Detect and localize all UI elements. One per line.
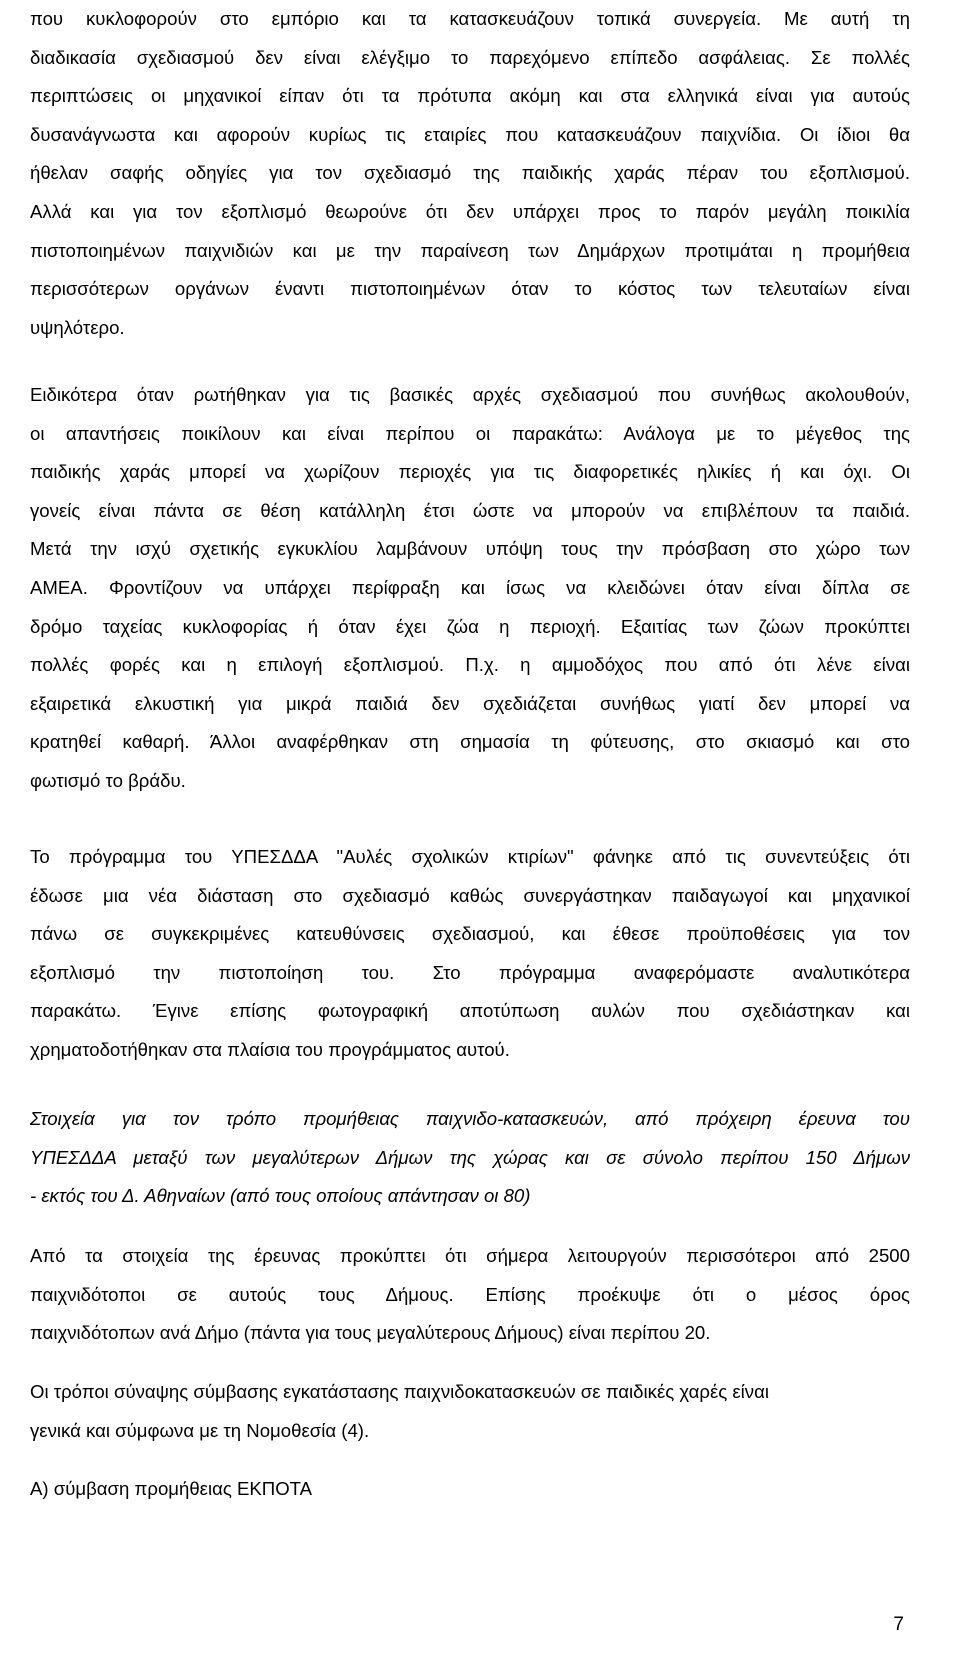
text-line: εξαιρετικά ελκυστική για μικρά παιδιά δεν σχεδιάζεται συνήθως γιατί δεν μπορεί να bbox=[30, 692, 910, 714]
text-line: ήθελαν σαφής οδηγίες για τον σχεδιασμό της παιδικής χαράς πέραν του εξοπλισμού. bbox=[30, 162, 910, 184]
text-line: Το πρόγραμμα του ΥΠΕΣΔΔΑ "Αυλές σχολικών κτιρίων" φάνηκε από τις συνεντεύξεις ότι bbox=[30, 846, 910, 867]
text-line: υψηλότερο. bbox=[30, 316, 125, 338]
text-line: πάνω σε συγκεκριμένες κατευθύνσεις σχεδιασμού, και έθεσε προϋποθέσεις για τον bbox=[30, 923, 910, 945]
text-line: φωτισμό το βράδυ. bbox=[30, 769, 186, 791]
text-line: - εκτός του Δ. Αθηναίων (από τους οποίους απάντησαν οι 80) bbox=[30, 1185, 531, 1207]
paragraph-1 bbox=[30, 0, 910, 347]
paragraph-5 bbox=[30, 1237, 910, 1353]
text-line: χρηματοδοτήθηκαν στα πλαίσια του προγράμματος αυτού. bbox=[30, 1038, 510, 1060]
text-line: Μετά την ισχύ σχετικής εγκυκλίου λαμβάνουν υπόψη τους την πρόσβαση στο χώρο των bbox=[30, 538, 910, 560]
text-line: παρακάτω. Έγινε επίσης φωτογραφική αποτύπωση αυλών που σχεδιάστηκαν και bbox=[30, 1000, 910, 1022]
paragraph-6 bbox=[30, 1373, 910, 1450]
text-line: περιπτώσεις οι μηχανικοί είπαν ότι τα πρότυπα ακόμη και στα ελληνικά είναι για αυτούς bbox=[30, 85, 910, 107]
text-line: έδωσε μια νέα διάσταση στο σχεδιασμό καθώς συνεργάστηκαν παιδαγωγοί και μηχανικοί bbox=[30, 884, 910, 906]
text-line: εξοπλισμό την πιστοποίηση του. Στο πρόγραμμα αναφερόμαστε αναλυτικότερα bbox=[30, 961, 910, 983]
text-line: κρατηθεί καθαρή. Άλλοι αναφέρθηκαν στη σημασία τη φύτευσης, στο σκιασμό και στο bbox=[30, 731, 910, 753]
text-line: Αλλά και για τον εξοπλισμό θεωρούνε ότι δεν υπάρχει προς το παρόν μεγάλη ποικιλία bbox=[30, 200, 910, 222]
paragraph-2 bbox=[30, 376, 910, 801]
text-line: Από τα στοιχεία της έρευνας προκύπτει ότι σήμερα λειτουργούν περισσότεροι από 2500 bbox=[30, 1245, 910, 1266]
text-line: Οι τρόποι σύναψης σύμβασης εγκατάστασης παιχνιδοκατασκευών σε παιδικές χαρές είναι bbox=[30, 1381, 769, 1402]
paragraph-7 bbox=[30, 1470, 910, 1509]
text-line: γενικά και σύμφωνα με τη Νομοθεσία (4). bbox=[30, 1419, 370, 1441]
text-line: Ειδικότερα όταν ρωτήθηκαν για τις βασικές αρχές σχεδιασμού που συνήθως ακολουθούν, bbox=[30, 384, 910, 405]
text-line: δυσανάγνωστα και αφορούν κυρίως τις εταιρίες που κατασκευάζουν παιχνίδια. Οι ίδιοι θα bbox=[30, 123, 910, 145]
text-line: παιχνιδότοποι σε αυτούς τους Δήμους. Επίσης προέκυψε ότι ο μέσος όρος bbox=[30, 1283, 910, 1305]
text-line: πολλές φορές και η επιλογή εξοπλισμού. Π.χ. η αμμοδόχος που από ότι λένε είναι bbox=[30, 654, 910, 676]
survey-heading bbox=[30, 1100, 910, 1216]
page-number: 7 bbox=[893, 1614, 904, 1635]
text-line: γονείς είναι πάντα σε θέση κατάλληλη έτσι ώστε να μπορούν να επιβλέπουν τα παιδιά. bbox=[30, 499, 910, 521]
text-line: περισσότερων οργάνων έναντι πιστοποιημένων όταν το κόστος των τελευταίων είναι bbox=[30, 278, 910, 300]
text-line: παιδικής χαράς μπορεί να χωρίζουν περιοχές για τις διαφορετικές ηλικίες ή και όχι. Οι bbox=[30, 461, 910, 483]
text-line: διαδικασία σχεδιασμού δεν είναι ελέγξιμο το παρεχόμενο επίπεδο ασφάλειας. Σε πολλές bbox=[30, 46, 910, 68]
text-line: που κυκλοφορούν στο εμπόριο και τα κατασκευάζουν τοπικά συνεργεία. Με αυτή τη bbox=[30, 8, 910, 29]
text-line: Α) σύμβαση προμήθειας ΕΚΠΟΤΑ bbox=[30, 1478, 313, 1499]
text-line: ΥΠΕΣΔΔΑ μεταξύ των μεγαλύτερων Δήμων της χώρας και σε σύνολο περίπου 150 Δήμων bbox=[30, 1146, 910, 1168]
paragraph-3 bbox=[30, 838, 910, 1070]
text-line: Στοιχεία για τον τρόπο προμήθειας παιχνιδο-κατασκευών, από πρόχειρη έρευνα του bbox=[30, 1108, 910, 1129]
text-line: οι απαντήσεις ποικίλουν και είναι περίπου οι παρακάτω: Ανάλογα με το μέγεθος της bbox=[30, 422, 910, 444]
text-line: ΑΜΕΑ. Φροντίζουν να υπάρχει περίφραξη και ίσως να κλειδώνει όταν είναι δίπλα σε bbox=[30, 576, 910, 598]
text-line: δρόμο ταχείας κυκλοφορίας ή όταν έχει ζώα η περιοχή. Εξαιτίας των ζώων προκύπτει bbox=[30, 615, 910, 637]
text-line: πιστοποιημένων παιχνιδιών και με την παραίνεση των Δημάρχων προτιμάται η προμήθεια bbox=[30, 239, 910, 261]
text-line: παιχνιδότοπων ανά Δήμο (πάντα για τους μεγαλύτερους Δήμους) είναι περίπου 20. bbox=[30, 1322, 711, 1344]
